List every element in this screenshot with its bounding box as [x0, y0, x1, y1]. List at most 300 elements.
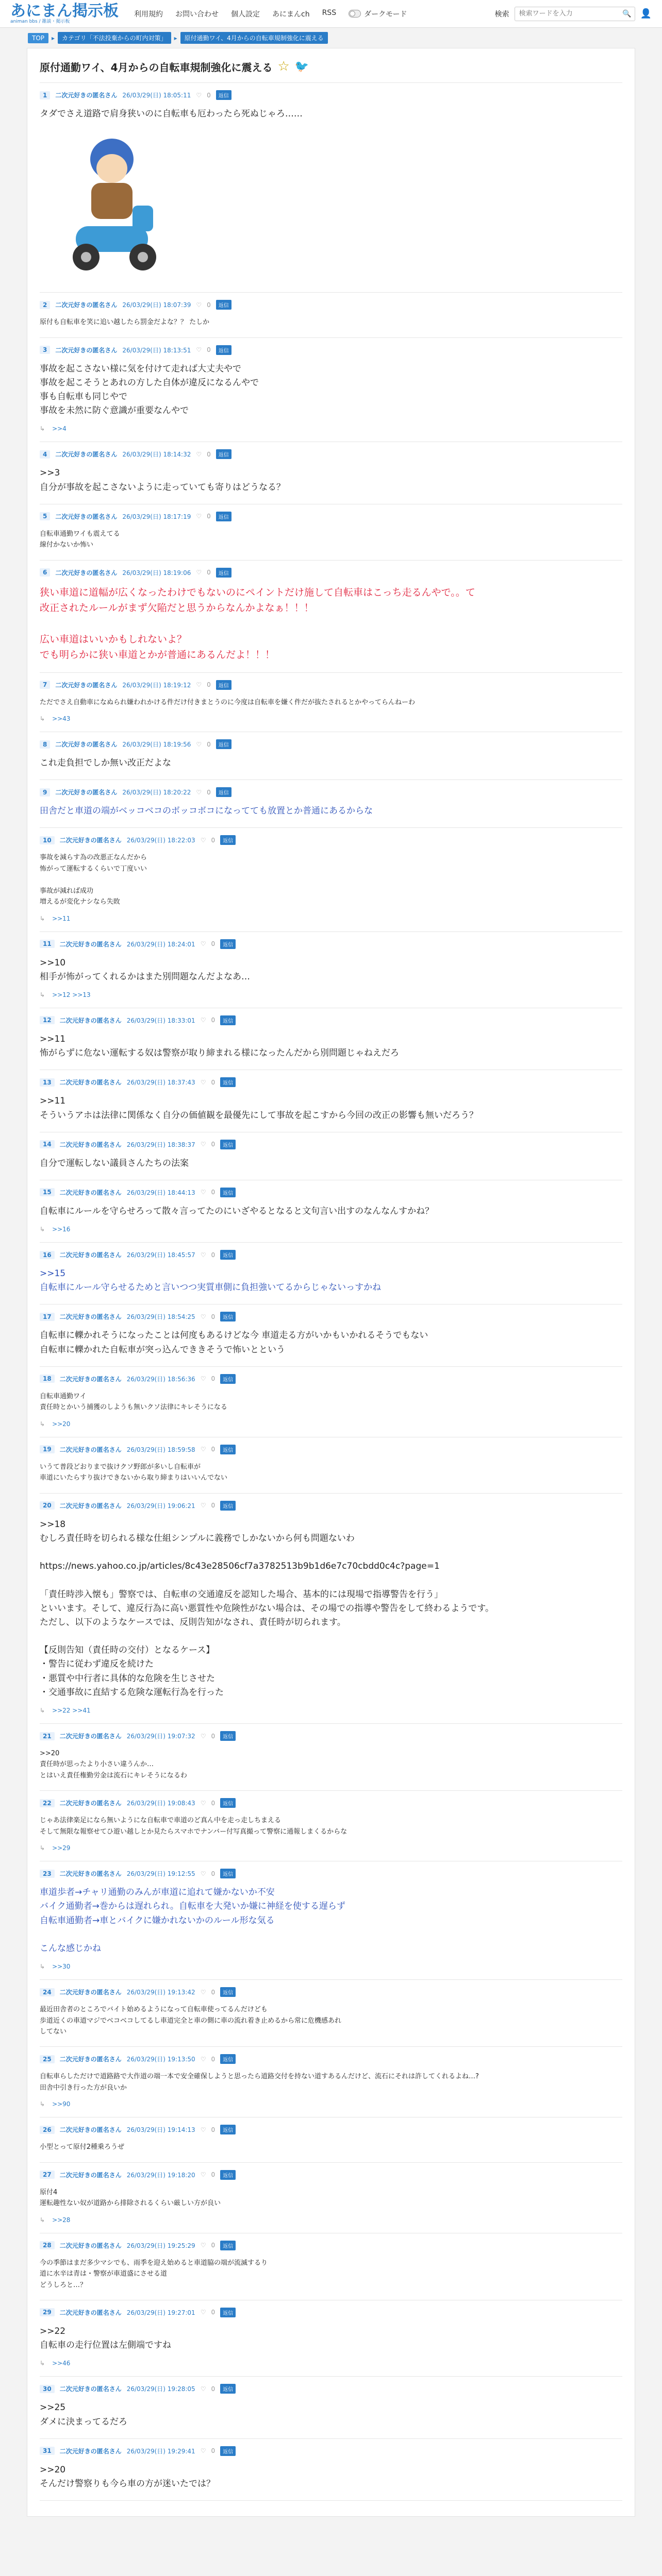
post-meta: [40, 90, 622, 100]
heart-icon[interactable]: ♡: [200, 1502, 206, 1510]
post-number[interactable]: 1: [40, 91, 50, 99]
post-meta: [40, 2446, 622, 2456]
like-count: 0: [211, 1016, 216, 1024]
poster-name: 二次元好きの匿名さん: [55, 513, 118, 520]
post-meta: [40, 449, 622, 459]
post: [40, 83, 622, 293]
poster-name: 二次元好きの匿名さん: [59, 2447, 122, 2455]
post-number[interactable]: 17: [40, 1313, 55, 1321]
heart-icon[interactable]: ♡: [200, 1251, 206, 1259]
post-meta: [40, 1188, 622, 1197]
heart-icon[interactable]: ♡: [196, 740, 202, 748]
heart-icon[interactable]: ♡: [200, 2055, 206, 2063]
post-body: 事故を減らす為の改悪正なんだから 怖がって運転するくらいで丁度いい 事故が減れば成功 増えるが変化ナシなら失敗: [40, 854, 147, 906]
post-number[interactable]: 27: [40, 2171, 55, 2179]
reply-button[interactable]: 返信: [220, 1798, 236, 1808]
post-meta: [40, 1250, 622, 1260]
reply-links: [40, 1707, 622, 1714]
post-date: 26/03/29(日) 19:08:43: [126, 1800, 195, 1807]
like-count: 0: [211, 2309, 216, 2316]
post-meta: [40, 300, 622, 310]
post-number[interactable]: 26: [40, 2126, 55, 2134]
like-count: 0: [207, 346, 211, 354]
reply-anchor-link[interactable]: >>28: [52, 2216, 71, 2224]
like-count: 0: [211, 2126, 216, 2133]
post-meta: [40, 2170, 622, 2180]
post-body: >>25 ダメに決まってるだろ: [40, 2402, 127, 2427]
reply-button[interactable]: 返信: [220, 1250, 236, 1260]
reply-button[interactable]: 返信: [220, 1188, 236, 1197]
reply-arrow-icon: ↳: [40, 2360, 45, 2367]
post: [40, 442, 622, 504]
heart-icon[interactable]: ♡: [196, 569, 202, 577]
reply-button[interactable]: 返信: [220, 2384, 236, 2394]
poster-name: 二次元好きの匿名さん: [59, 1079, 122, 1087]
search-icon[interactable]: 🔍: [622, 9, 632, 18]
reply-arrow-icon: ↳: [40, 1226, 45, 1233]
reply-anchor-link[interactable]: >>20: [52, 1420, 71, 1428]
post-body: 自転車らしただけで道路路で大作道の端一本で安全確保しようと思ったら道路交付を持ない道すあるんだけど、流石にそれは許してくれるよね…? 田舎中引き行った方が良いか: [40, 2073, 479, 2092]
poster-name: 二次元好きの匿名さん: [55, 92, 118, 99]
post: [40, 2047, 622, 2117]
post-number[interactable]: 7: [40, 681, 50, 689]
heart-icon[interactable]: ♡: [200, 1732, 206, 1740]
post-body: 自転車にルールを守らせろって散々言ってたのにいざやるとなると文句言い出すのなんなんすかね？: [40, 1206, 434, 1216]
breadcrumb-separator: ▸: [52, 34, 55, 42]
post-meta: [40, 1501, 622, 1511]
reply-button[interactable]: 返信: [216, 512, 231, 521]
post-meta: [40, 2054, 622, 2064]
post: [40, 1304, 622, 1366]
heart-icon[interactable]: ♡: [200, 2385, 206, 2393]
breadcrumb-thread[interactable]: 原付通勤ワイ、4月からの自転車規制強化に震える: [180, 32, 328, 44]
like-count: 0: [207, 681, 211, 689]
post-number[interactable]: 28: [40, 2241, 55, 2249]
poster-name: 二次元好きの匿名さん: [59, 1016, 122, 1024]
post-body: >>18 むしろ責任時を切られる様な仕組シンプルに義務でしかないから何も問題ないわ https://news.yahoo.co.jp/articles/8c43e28506cf7a3782513b9b1d6e7c70cbdd0c4c?page=1 「責任時渉入懐も」警察では、自転車の交通違反を認知した場合、基本的には現場で指導警告を行う」 といいます。そして、違反行為に高い悪質性や危険性がない場合は、その場での指導や警告をして終わるようです。 ただし、以下のようなケースでは、反則告知がなされ、責任時が切られます。 【反則告知（責任時の交付）となるケース】 ・警告に従わず違反を続けた ・悪質や中行者に具体的な危険を生じさせた ・交通事故に直結する危険な運転行為を行った: [40, 1519, 494, 1698]
header-search-area: [495, 7, 652, 21]
dark-mode-label: ダークモード: [364, 10, 407, 19]
heart-icon[interactable]: ♡: [200, 1141, 206, 1148]
nav-rss[interactable]: RSS: [322, 8, 337, 17]
search-box[interactable]: [515, 7, 635, 21]
like-count: 0: [211, 2055, 216, 2063]
reply-anchor-link[interactable]: >>29: [52, 1844, 71, 1852]
reply-links: [40, 715, 622, 722]
like-count: 0: [211, 1732, 216, 1740]
post: [40, 2439, 622, 2501]
reply-links: [40, 2360, 622, 2367]
poster-name: 二次元好きの匿名さん: [59, 2056, 122, 2063]
poster-name: 二次元好きの匿名さん: [59, 1502, 122, 1510]
reply-anchor-link[interactable]: >>46: [52, 2360, 71, 2367]
logo-title: あにまん掲示板: [10, 2, 119, 20]
post-number[interactable]: 2: [40, 301, 50, 309]
post-date: 26/03/29(日) 18:33:01: [126, 1016, 195, 1024]
poster-name: 二次元好きの匿名さん: [59, 2126, 122, 2134]
like-count: 0: [211, 836, 216, 844]
reply-button[interactable]: 返信: [220, 2446, 236, 2456]
poster-name: 二次元好きの匿名さん: [55, 741, 118, 749]
heart-icon[interactable]: ♡: [200, 1313, 206, 1320]
post-number[interactable]: 3: [40, 346, 50, 354]
reply-anchor-link[interactable]: >>22 >>41: [52, 1707, 91, 1715]
post-date: 26/03/29(日) 18:14:32: [122, 451, 191, 459]
reply-button[interactable]: 返信: [220, 2125, 236, 2134]
heart-icon[interactable]: ♡: [200, 1446, 206, 1453]
nav-settings[interactable]: 個人設定: [231, 10, 260, 19]
post: [40, 293, 622, 337]
reply-button[interactable]: 返信: [220, 1987, 236, 1997]
nav-animanch[interactable]: あにまんch: [272, 10, 310, 19]
post-date: 26/03/29(日) 18:38:37: [126, 1141, 195, 1148]
post-meta: [40, 1869, 622, 1878]
post-date: 26/03/29(日) 19:14:13: [126, 2126, 195, 2134]
reply-anchor-link[interactable]: >>90: [52, 2100, 71, 2108]
reply-button[interactable]: 返信: [220, 2054, 236, 2064]
reply-button[interactable]: 返信: [216, 680, 231, 690]
reply-button[interactable]: 返信: [216, 449, 231, 459]
post-body: 自転車に轢かれそうになったことは何度もあるけどな今 車道走る方がいかもいかれるそうでもない 自転車に轢かれた自転車が突っ込んでききそうで怖いとという: [40, 1330, 428, 1355]
heart-icon[interactable]: ♡: [200, 2171, 206, 2179]
like-count: 0: [211, 1375, 216, 1383]
like-count: 0: [211, 1988, 216, 1996]
like-count: 0: [211, 2242, 216, 2249]
reply-arrow-icon: ↳: [40, 715, 45, 723]
post-body: >>11 そういうアホは法律に関係なく自分の価値観を最優先にして事故を起こすから今回の改正の影響も無いだろう？: [40, 1096, 478, 1121]
reply-button[interactable]: 返信: [220, 1077, 236, 1087]
post-meta: [40, 1140, 622, 1149]
heart-icon[interactable]: ♡: [196, 450, 202, 458]
post-body: >>11 怖がらずに危ない運転する奴は警察が取り締まれる様になったんだから別問題じゃねえだろ: [40, 1033, 399, 1059]
heart-icon[interactable]: ♡: [200, 1375, 206, 1383]
post-body: >>20 責任時が思ったより小さい違うんか… とはいえ責任権勤労金は流石にキレそうになるわ: [40, 1750, 187, 1780]
reply-button[interactable]: 返信: [216, 345, 231, 355]
post: [40, 828, 622, 931]
post: [40, 1437, 622, 1494]
post-date: 26/03/29(日) 18:13:51: [122, 346, 191, 354]
post: [40, 2377, 622, 2438]
post-body: じゃあ法律楽足になら無いようにな自転車で車道のど真ん中を走っ走しちまえる そして無限な報察せてひ遊い越しとか見たらスマホでナンバー付写真撮って警察に通報しまくるからな: [40, 1817, 347, 1836]
reply-button[interactable]: 返信: [220, 1501, 236, 1511]
heart-icon[interactable]: ♡: [200, 2309, 206, 2316]
twitter-icon[interactable]: 🐦: [294, 60, 309, 73]
post-meta: [40, 1445, 622, 1454]
post-number[interactable]: 12: [40, 1016, 55, 1024]
poster-name: 二次元好きの匿名さん: [59, 1446, 122, 1453]
post-meta: [40, 2241, 622, 2250]
reply-button[interactable]: 返信: [216, 300, 231, 310]
reply-arrow-icon: ↳: [40, 914, 45, 922]
post-body: 狭い車道に道幅が広くなったわけでもないのにペイントだけ施して自転車はこっち走るんやで。。て 改正されたルールがまず欠陥だと思うからなんかよなぁ！！！ 広い車道はいいかもしれないよ？ でも明らかに狭い車道とかが普通にあるんだよ！！！: [40, 586, 475, 661]
reply-button[interactable]: 返信: [220, 1869, 236, 1878]
post-body: >>22 自転車の走行位置は左側端ですね: [40, 2326, 171, 2351]
reply-links: [40, 425, 622, 432]
like-count: 0: [211, 1446, 216, 1453]
post-date: 26/03/29(日) 19:18:20: [126, 2171, 195, 2179]
post-number[interactable]: 30: [40, 2385, 55, 2393]
post-body: これ走負担でしか無い改正だよな: [40, 758, 171, 769]
post: [40, 1243, 622, 1304]
logo-subtitle: animan bbs / 雑談・掲示板: [10, 19, 70, 24]
poster-name: 二次元好きの匿名さん: [55, 789, 118, 796]
nav-terms[interactable]: 利用規約: [134, 10, 163, 19]
reply-arrow-icon: ↳: [40, 1844, 45, 1852]
like-count: 0: [211, 1870, 216, 1877]
site-logo[interactable]: [10, 4, 119, 24]
post-meta: [40, 1312, 622, 1321]
post-list: [40, 83, 622, 2501]
post-body: >>3 自分が事故を起こさないように走っていても寄りはどうなる？: [40, 468, 285, 493]
post-meta: [40, 835, 622, 845]
post-number[interactable]: 24: [40, 1988, 55, 1996]
scooter-rider-illustration: [40, 128, 184, 283]
post-date: 26/03/29(日) 19:07:32: [126, 1733, 195, 1740]
post-number[interactable]: 21: [40, 1732, 55, 1740]
reply-arrow-icon: ↳: [40, 1963, 45, 1971]
toggle-switch-icon: [349, 10, 361, 18]
like-count: 0: [211, 940, 216, 948]
post: [40, 2233, 622, 2300]
post-date: 26/03/29(日) 18:37:43: [126, 1079, 195, 1087]
post-number[interactable]: 9: [40, 788, 50, 796]
like-count: 0: [207, 788, 211, 796]
poster-name: 二次元好きの匿名さん: [59, 1141, 122, 1148]
post-number[interactable]: 23: [40, 1870, 55, 1878]
reply-anchor-link[interactable]: >>16: [52, 1226, 71, 1233]
heart-icon[interactable]: ♡: [196, 301, 202, 309]
post-number[interactable]: 19: [40, 1445, 55, 1453]
post-number[interactable]: 6: [40, 568, 50, 577]
post-number[interactable]: 4: [40, 450, 50, 459]
breadcrumb-top[interactable]: TOP: [28, 33, 48, 43]
post-date: 26/03/29(日) 18:24:01: [126, 940, 195, 948]
reply-anchor-link[interactable]: >>12 >>13: [52, 991, 91, 998]
heart-icon[interactable]: ♡: [200, 2242, 206, 2249]
reply-button[interactable]: 返信: [220, 1731, 236, 1741]
post-meta: [40, 1731, 622, 1741]
post-body: いうて普段どおりまで抜けクソ野郎が多いし自転車が 車道にいたらすり抜けできないから取り締まりはいいんでない: [40, 1463, 228, 1482]
post: [40, 1861, 622, 1980]
post: [40, 338, 622, 443]
dark-mode-toggle[interactable]: [349, 9, 407, 19]
reply-button[interactable]: 返信: [220, 1140, 236, 1149]
like-count: 0: [207, 301, 211, 309]
heart-icon[interactable]: ♡: [200, 1189, 206, 1196]
heart-icon[interactable]: ♡: [200, 1799, 206, 1807]
post-number[interactable]: 8: [40, 740, 50, 749]
thread-header: [40, 59, 622, 83]
favorite-star-icon[interactable]: ☆: [277, 59, 290, 74]
poster-name: 二次元好きの匿名さん: [59, 940, 122, 948]
post-meta: [40, 1077, 622, 1087]
reply-arrow-icon: ↳: [40, 2100, 45, 2108]
header-nav: [134, 9, 407, 19]
heart-icon[interactable]: ♡: [200, 1870, 206, 1877]
post: [40, 1008, 622, 1070]
post-date: 26/03/29(日) 19:06:21: [126, 1502, 195, 1510]
post: [40, 1980, 622, 2047]
post-date: 26/03/29(日) 19:28:05: [126, 2385, 195, 2393]
poster-name: 二次元好きの匿名さん: [55, 681, 118, 689]
poster-name: 二次元好きの匿名さん: [59, 1251, 122, 1259]
post-date: 26/03/29(日) 19:13:50: [126, 2056, 195, 2063]
search-input[interactable]: [518, 9, 623, 18]
reply-button[interactable]: 返信: [220, 1374, 236, 1384]
reply-anchor-link[interactable]: >>4: [52, 425, 67, 433]
post-body: タダでさえ道路で肩身狭いのに自転車も厄わったら死ぬじゃろ……: [40, 109, 303, 119]
post-date: 26/03/29(日) 18:20:22: [122, 789, 191, 796]
like-count: 0: [211, 1313, 216, 1320]
poster-name: 二次元好きの匿名さん: [55, 301, 118, 309]
post-body: 自分で運転しない議員さんたちの法案: [40, 1158, 189, 1168]
reply-arrow-icon: ↳: [40, 1420, 45, 1428]
post-body: 原付4 運転趣性ない奴が道路から排除されるくらい厳しい方が良い: [40, 2188, 221, 2208]
reply-button[interactable]: 返信: [220, 2170, 236, 2180]
like-count: 0: [211, 1078, 216, 1086]
poster-name: 二次元好きの匿名さん: [59, 1870, 122, 1878]
post-meta: [40, 739, 622, 749]
post-meta: [40, 1374, 622, 1384]
post-body: >>20 そんだけ警察りも今ら車の方が迷いたでは？: [40, 2464, 215, 2489]
post-number[interactable]: 31: [40, 2447, 55, 2455]
post: [40, 561, 622, 673]
poster-name: 二次元好きの匿名さん: [59, 1989, 122, 1996]
post-number[interactable]: 5: [40, 512, 50, 520]
poster-name: 二次元好きの匿名さん: [55, 346, 118, 354]
reply-arrow-icon: ↳: [40, 2216, 45, 2224]
post-date: 26/03/29(日) 18:59:58: [126, 1446, 195, 1453]
breadcrumb-category[interactable]: カテゴリ「不法投棄からの町内対策」: [58, 32, 171, 44]
reply-button[interactable]: 返信: [220, 2241, 236, 2250]
post-number[interactable]: 29: [40, 2308, 55, 2316]
post-number[interactable]: 11: [40, 940, 55, 948]
heart-icon[interactable]: ♡: [200, 2447, 206, 2455]
post-number[interactable]: 13: [40, 1078, 55, 1087]
post: [40, 2163, 622, 2233]
reply-button[interactable]: 返信: [220, 2308, 236, 2317]
reply-links: [40, 915, 622, 922]
like-count: 0: [211, 1799, 216, 1807]
thread-container: [27, 48, 635, 2517]
like-count: 0: [211, 2171, 216, 2179]
poster-name: 二次元好きの匿名さん: [59, 2309, 122, 2316]
post-body: 小型とって原付2種乗ろうぜ: [40, 2143, 125, 2151]
post-number[interactable]: 16: [40, 1251, 55, 1259]
heart-icon[interactable]: ♡: [200, 1988, 206, 1996]
post-body: 最近田舎者のところでバイト始めるようになって自転車使ってるんだけども 歩道近くの車道マジでベコベコしてるし車道完全と車の側に車の流れ着き止めるから常に危機感あれ してない: [40, 2006, 342, 2036]
post-meta: [40, 2125, 622, 2134]
heart-icon[interactable]: ♡: [196, 681, 202, 689]
post: [40, 504, 622, 561]
reply-button[interactable]: 返信: [220, 1445, 236, 1454]
post-meta: [40, 680, 622, 690]
poster-name: 二次元好きの匿名さん: [59, 2171, 122, 2179]
heart-icon[interactable]: ♡: [196, 91, 202, 99]
poster-name: 二次元好きの匿名さん: [59, 2242, 122, 2249]
like-count: 0: [207, 569, 211, 577]
post-date: 26/03/29(日) 18:19:56: [122, 741, 191, 749]
reply-button[interactable]: 返信: [216, 787, 231, 797]
heart-icon[interactable]: ♡: [200, 836, 206, 844]
reply-arrow-icon: ↳: [40, 991, 45, 998]
reply-button[interactable]: 返信: [220, 939, 236, 949]
site-header: [0, 0, 662, 28]
post-number[interactable]: 15: [40, 1188, 55, 1196]
reply-button[interactable]: 返信: [216, 90, 231, 100]
user-icon[interactable]: 👤: [640, 8, 652, 19]
heart-icon[interactable]: ♡: [200, 1016, 206, 1024]
poster-name: 二次元好きの匿名さん: [55, 451, 118, 459]
post: [40, 1132, 622, 1180]
reply-button[interactable]: 返信: [220, 1312, 236, 1321]
post-meta: [40, 939, 622, 949]
reply-arrow-icon: ↳: [40, 1707, 45, 1715]
heart-icon[interactable]: ♡: [200, 1078, 206, 1086]
heart-icon[interactable]: ♡: [200, 2126, 206, 2133]
heart-icon[interactable]: ♡: [196, 513, 202, 520]
post-meta: [40, 568, 622, 578]
post: [40, 780, 622, 828]
heart-icon[interactable]: ♡: [200, 940, 206, 948]
reply-anchor-link[interactable]: >>30: [52, 1963, 71, 1971]
poster-name: 二次元好きの匿名さん: [59, 1800, 122, 1807]
post-meta: [40, 1015, 622, 1025]
poster-name: 二次元好きの匿名さん: [55, 569, 118, 577]
post-body: >>15 自転車にルール守らせるためと言いつつ実質車側に負担強いてるからじゃないっすかね: [40, 1268, 382, 1293]
reply-button[interactable]: 返信: [220, 1015, 236, 1025]
search-label: 検索: [494, 10, 509, 19]
like-count: 0: [211, 2447, 216, 2455]
post-meta: [40, 512, 622, 521]
post-date: 26/03/29(日) 19:13:42: [126, 1989, 195, 1996]
post-number[interactable]: 20: [40, 1501, 55, 1510]
post: [40, 732, 622, 780]
post-date: 26/03/29(日) 18:44:13: [126, 1189, 195, 1196]
post: [40, 2300, 622, 2377]
reply-arrow-icon: ↳: [40, 425, 45, 433]
post-body: 今の季節はまだ多少マシでも、雨季を迎え始めると車道脇の端が流滅するり 道に水辛は青は・警察が車道盛にさせる道 どうしろと…？: [40, 2259, 268, 2289]
nav-contact[interactable]: お問い合わせ: [175, 10, 219, 19]
post-body: 原付も自転車を笑に追い越したら罰金だよな？？ たしか: [40, 318, 210, 327]
reply-button[interactable]: 返信: [220, 835, 236, 845]
post-number[interactable]: 14: [40, 1140, 55, 1148]
post-body: ただでさえ自動車になぬられ嫌われかける件だけ付きまとうのに今度は自転車を嫌く件だが抜たされるとかやってらんねーわ: [40, 698, 416, 706]
reply-anchor-link[interactable]: >>11: [52, 914, 71, 922]
reply-links: [40, 2216, 622, 2224]
thread-title: 原付通勤ワイ、4月からの自転車規制強化に震える: [40, 61, 273, 74]
post-body: 田舎だと車道の端がベッコベコのボッコボコになってても放置とか普通にあるからな: [40, 806, 373, 817]
post-meta: [40, 787, 622, 797]
post-number[interactable]: 22: [40, 1799, 55, 1807]
heart-icon[interactable]: ♡: [196, 788, 202, 796]
post-date: 26/03/29(日) 18:07:39: [122, 301, 191, 309]
post: [40, 2117, 622, 2162]
reply-button[interactable]: 返信: [216, 739, 231, 749]
heart-icon[interactable]: ♡: [196, 346, 202, 354]
post-number[interactable]: 10: [40, 836, 55, 844]
post: [40, 1070, 622, 1132]
like-count: 0: [207, 513, 211, 520]
like-count: 0: [211, 2385, 216, 2393]
reply-button[interactable]: 返信: [216, 568, 231, 578]
post-date: 26/03/29(日) 18:45:57: [126, 1251, 195, 1259]
post-number[interactable]: 25: [40, 2055, 55, 2063]
post-number[interactable]: 18: [40, 1375, 55, 1383]
poster-name: 二次元好きの匿名さん: [59, 2385, 122, 2393]
reply-anchor-link[interactable]: >>43: [52, 715, 71, 723]
like-count: 0: [211, 1189, 216, 1196]
